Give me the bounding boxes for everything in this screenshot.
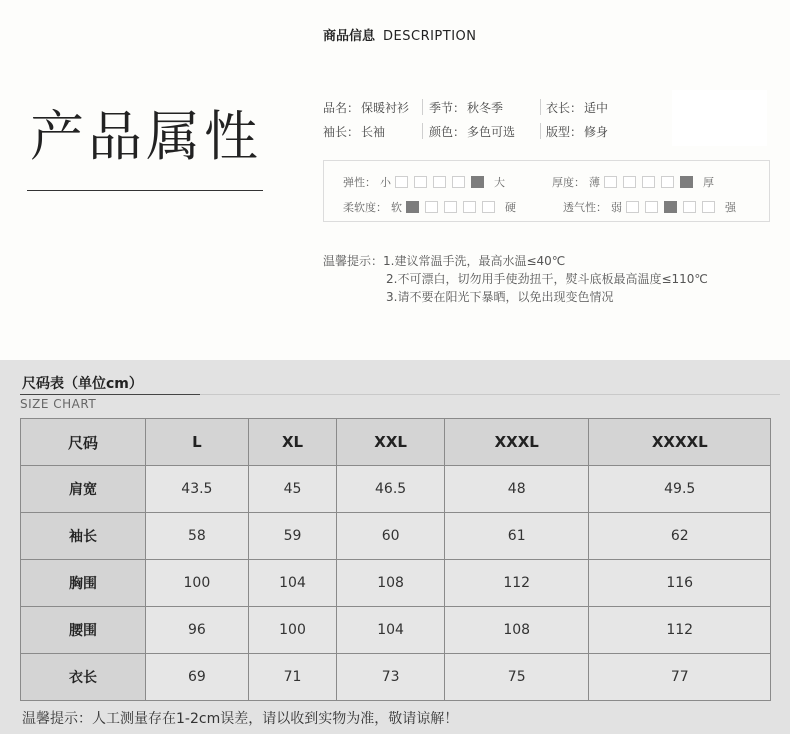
attr-divider [540,123,541,139]
measurement-value-cell: 49.5 [589,466,771,513]
scale-low-label: 弱 [611,201,622,214]
table-row [21,607,771,654]
measurement-value-cell: 58 [146,513,249,560]
measurement-name-cell: 衣长 [21,654,146,701]
measurement-name-cell: 腰围 [21,607,146,654]
attr-sleeve [323,123,385,140]
scale-box [452,176,465,188]
scale-high-label: 强 [725,201,736,214]
scale-label: 透气性： [563,201,607,214]
care-tip-line: 2.不可漂白，切勿用手使劲扭干，熨斗底板最高温度≤110℃ [386,272,708,286]
table-header-row [21,419,771,466]
scale-box [623,176,636,188]
scale-breathability [563,199,736,215]
measurement-name-cell: 胸围 [21,560,146,607]
attr-color-label: 颜色： [429,125,466,139]
size-chart-title: 尺码表（单位cm） [22,376,143,392]
scale-box [661,176,674,188]
size-header-cell: XL [248,419,337,466]
scale-box-selected [680,176,693,188]
table-corner-cell: 尺码 [21,419,146,466]
scale-box [604,176,617,188]
size-chart-subtitle: SIZE CHART [20,397,97,411]
attr-length-value: 适中 [584,101,609,115]
measurement-value-cell: 61 [444,513,589,560]
scale-label: 厚度： [552,176,585,189]
measurement-value-cell: 112 [589,607,771,654]
table-row [21,513,771,560]
measurement-value-cell: 71 [248,654,337,701]
measurement-value-cell: 100 [248,607,337,654]
attr-color-value: 多色可选 [467,125,516,139]
scale-thickness [552,174,714,190]
measurement-value-cell: 100 [146,560,249,607]
attr-length [546,99,608,116]
table-row [21,466,771,513]
measurement-value-cell: 104 [337,607,445,654]
scale-box [463,201,476,213]
measurement-value-cell: 104 [248,560,337,607]
scale-box-selected [471,176,484,188]
scale-box [683,201,696,213]
description-heading-cn: 商品信息 [323,29,376,44]
scale-label: 柔软度： [343,201,387,214]
attr-divider [422,99,423,115]
measurement-value-cell: 77 [589,654,771,701]
measurement-value-cell: 59 [248,513,337,560]
attr-season [429,99,503,116]
measurement-value-cell: 48 [444,466,589,513]
measurement-value-cell: 62 [589,513,771,560]
measurement-value-cell: 46.5 [337,466,445,513]
scale-high-label: 硬 [505,201,516,214]
measurement-value-cell: 73 [337,654,445,701]
size-chart-table [20,418,771,701]
attr-season-value: 秋冬季 [467,101,504,115]
table-row [21,654,771,701]
attr-length-label: 衣长： [546,101,583,115]
scale-low-label: 小 [380,176,391,189]
attr-fit [546,123,608,140]
attr-season-label: 季节： [429,101,466,115]
scale-box [414,176,427,188]
scale-low-label: 软 [391,201,402,214]
measurement-value-cell: 45 [248,466,337,513]
product-attributes-section [0,0,790,360]
scale-elasticity [343,174,505,190]
measurement-value-cell: 43.5 [146,466,249,513]
measurement-value-cell: 69 [146,654,249,701]
care-tips [323,252,708,306]
scale-high-label: 厚 [703,176,714,189]
scale-box-selected [664,201,677,213]
scale-box [482,201,495,213]
measurement-value-cell: 116 [589,560,771,607]
measurement-value-cell: 60 [337,513,445,560]
attr-name [323,99,409,116]
attr-sleeve-label: 袖长： [323,125,360,139]
title-underline [27,190,263,191]
size-header-cell: XXL [337,419,445,466]
measurement-note: 温馨提示：人工测量存在1-2cm误差，请以收到实物为准，敬请谅解！ [22,711,459,727]
scale-softness [343,199,516,215]
scale-box [642,176,655,188]
attr-sleeve-value: 长袖 [361,125,386,139]
scale-box-selected [406,201,419,213]
attr-color [429,123,515,140]
measurement-value-cell: 75 [444,654,589,701]
table-row [21,560,771,607]
image-placeholder [672,90,767,146]
measurement-value-cell: 112 [444,560,589,607]
product-attributes-title: 产品属性 [30,105,262,168]
scale-high-label: 大 [494,176,505,189]
care-tips-label: 温馨提示： [323,254,384,268]
description-heading-en: DESCRIPTION [383,29,477,44]
size-chart-section [0,360,790,734]
size-chart-title-underline [20,394,200,395]
attr-divider [540,99,541,115]
scale-box [645,201,658,213]
scale-box [626,201,639,213]
measurement-name-cell: 袖长 [21,513,146,560]
care-tip-line: 温馨提示：1.建议常温手洗，最高水温≤40℃ [323,254,566,268]
description-heading [323,25,477,44]
scale-box [444,201,457,213]
scale-label: 弹性： [343,176,376,189]
scale-box [425,201,438,213]
size-header-cell: XXXXL [589,419,771,466]
measurement-value-cell: 108 [337,560,445,607]
scale-low-label: 薄 [589,176,600,189]
scale-box [433,176,446,188]
measurement-value-cell: 108 [444,607,589,654]
scale-box [702,201,715,213]
attr-divider [422,123,423,139]
attr-fit-label: 版型： [546,125,583,139]
size-header-cell: L [146,419,249,466]
attr-name-label: 品名： [323,101,360,115]
scale-box [395,176,408,188]
measurement-name-cell: 肩宽 [21,466,146,513]
care-tip-line: 3.请不要在阳光下暴晒，以免出现变色情况 [386,290,614,304]
size-header-cell: XXXL [444,419,589,466]
measurement-value-cell: 96 [146,607,249,654]
attr-fit-value: 修身 [584,125,609,139]
size-chart-divider [200,394,780,395]
attr-name-value: 保暖衬衫 [361,101,410,115]
